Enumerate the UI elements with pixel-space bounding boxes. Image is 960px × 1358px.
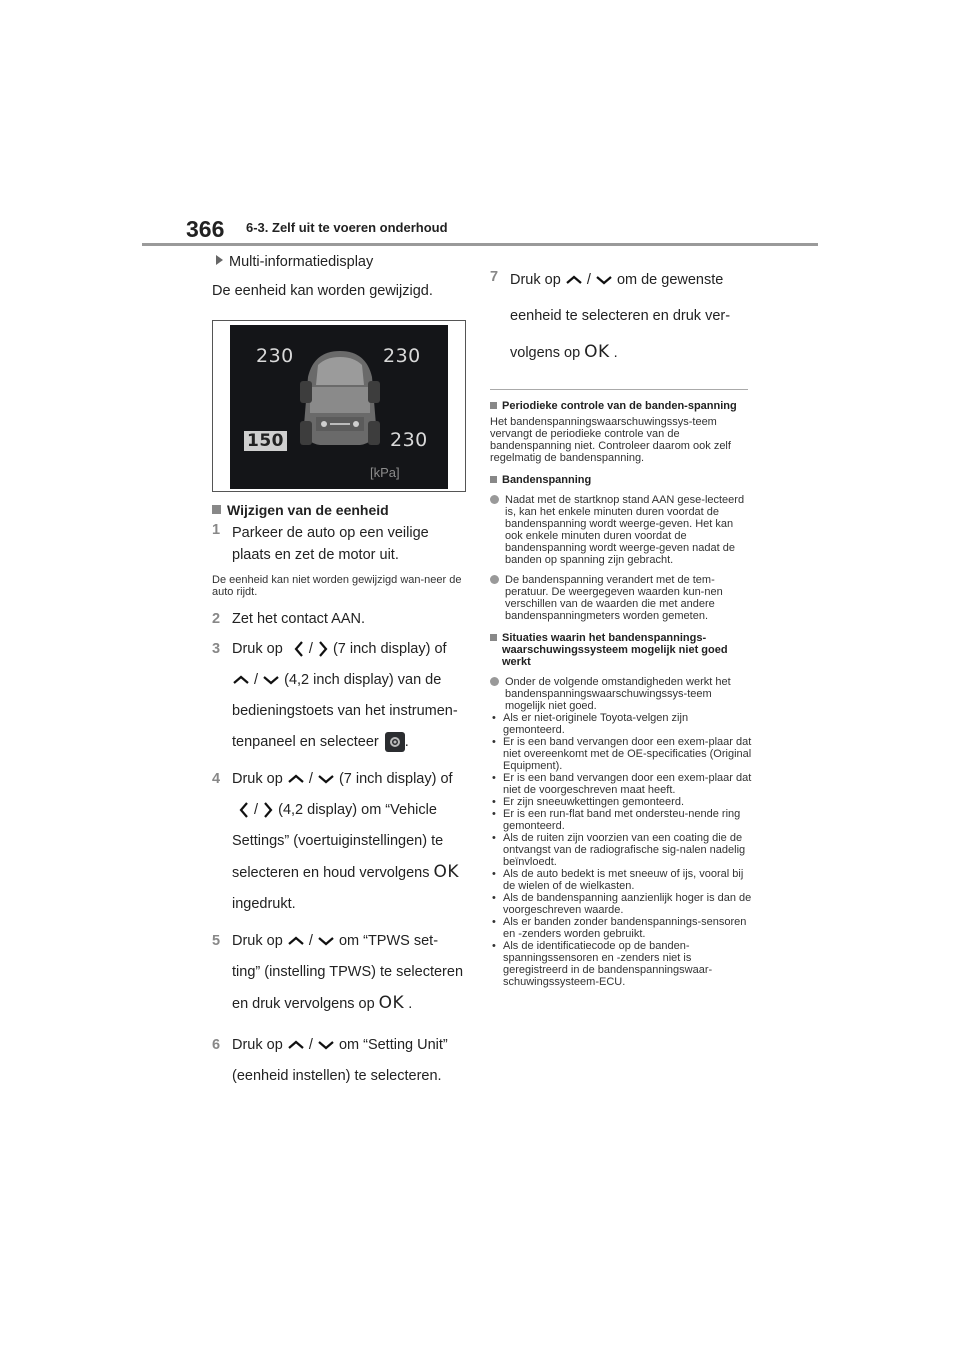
subheading-text: Periodieke controle van de banden-spanning [502, 400, 737, 412]
step-number: 6 [212, 1037, 221, 1053]
step-6 [212, 1030, 470, 1092]
step-3-line-2: (4,2 inch display) van de [284, 672, 442, 688]
step-6-mid: om “Setting Unit” [338, 1037, 448, 1053]
bullet-text: Als de ruiten zijn voorzien van een coating die de ontvangst van de radiografische sig-nalen nadelig beïnvloedt. [503, 832, 746, 868]
step-3-mid: (7 inch display) of [332, 641, 447, 657]
step-number: 3 [212, 641, 221, 657]
chevron-up-icon [287, 1039, 305, 1051]
left-column [212, 254, 470, 1092]
square-marker-icon [490, 402, 497, 409]
display-label-line [212, 254, 470, 270]
bullet-item [490, 736, 752, 772]
bullet-item [490, 868, 752, 892]
bullet-mark: • [492, 916, 496, 928]
step-3-line-4: tenpaneel en selecteer [232, 734, 379, 750]
bullet-mark: • [492, 736, 496, 748]
right-column [490, 262, 752, 988]
chevron-right-icon [262, 801, 274, 819]
slash: / [308, 933, 313, 949]
step-3 [212, 634, 470, 758]
bullet-text: Er zijn sneeuwkettingen gemonteerd. [503, 796, 684, 808]
bullet-item [490, 832, 752, 868]
square-marker-icon [490, 476, 497, 483]
ok-button-icon: OK [433, 862, 460, 882]
section-heading [212, 502, 470, 518]
chevron-left-icon [293, 640, 305, 658]
step-4-mid: (7 inch display) of [338, 771, 453, 787]
step-7-pre: Druk op [510, 272, 561, 288]
period: . [408, 996, 413, 1012]
ok-button-icon: OK [378, 993, 405, 1013]
square-marker-icon [212, 505, 221, 514]
tire-front-right-value: 230 [383, 345, 421, 367]
bullet-dot-icon [490, 575, 499, 584]
periodic-check-text: Het bandenspanningswaarschuwingssys-teem vervangt de periodieke controle van de bandenspanning niet. Controleer daarom ook zelf regelmatig de bandenspanning. [490, 416, 731, 464]
chevron-up-icon [565, 274, 583, 286]
step-6-line-2: (eenheid instellen) te selecteren. [232, 1068, 442, 1084]
step-1-line-1: Parkeer de auto op een veilige [232, 525, 429, 541]
bullet-text: Als de auto bedekt is met sneeuw of ijs, vooral bij de wielen of de wielkasten. [503, 868, 744, 892]
slash: / [586, 272, 591, 288]
bullet-item [490, 712, 752, 736]
slash: / [254, 672, 259, 688]
list-item-text: De bandenspanning verandert met de tem-peratuur. De weergegeven waarden kun-nen verschillen van de waarden die met andere bandenspanningmeters worden gemeten. [505, 574, 723, 622]
step-4-line-3: Settings” (voertuiginstellingen) te [232, 833, 444, 849]
subheading-tire-pressure [490, 474, 752, 486]
chevron-up-icon [287, 935, 305, 947]
section-title: 6-3. Zelf uit te voeren onderhoud [246, 220, 448, 235]
step-4-line-5: ingedrukt. [232, 896, 296, 912]
display-label: Multi-informatiedisplay [229, 254, 374, 270]
bullet-text: Er is een band vervangen door een exem-plaar dat niet de voorgeschreven maat heeft. [503, 772, 752, 796]
step-7-line-3: volgens op [510, 345, 581, 361]
bullet-mark: • [492, 772, 496, 784]
list-item-text: Nadat met de startknop stand AAN gese-lecteerd is, kan het enkele minuten duren voordat de bandenspanning wordt weerge-geven. Het kan ook enkele minuten duren voordat de bandenspanning wordt weerge-geven nadat de banden op spanning zijn gebracht. [505, 494, 745, 566]
chevron-right-icon [317, 640, 329, 658]
note-text: De eenheid kan niet worden gewijzigd wan-neer de auto rijdt. [212, 574, 462, 598]
step-4-line-2: (4,2 display) om “Vehicle [278, 802, 437, 818]
chevron-up-icon [287, 773, 305, 785]
bullet-item [490, 892, 752, 916]
list-item [490, 574, 752, 622]
step-4-line-4: selecteren en houd vervolgens [232, 865, 430, 881]
bullet-item [490, 772, 752, 796]
intro-text: De eenheid kan worden gewijzigd. [212, 283, 433, 299]
step-1-line-2: plaats en zet de motor uit. [232, 547, 399, 563]
tire-pressure-figure [212, 320, 466, 492]
period: . [613, 345, 618, 361]
bullet-text: Als de bandenspanning aanzienlijk hoger is dan de voorgeschreven waarde. [503, 892, 752, 916]
bullet-mark: • [492, 808, 496, 820]
period: . [404, 734, 409, 750]
bullet-mark: • [492, 892, 496, 904]
step-3-line-3: bedieningstoets van het instrumen- [232, 703, 458, 719]
chevron-down-icon [317, 935, 335, 947]
bullet-mark: • [492, 796, 496, 808]
heading-text: Wijzigen van de eenheid [227, 502, 389, 518]
settings-gear-icon [385, 732, 405, 752]
step-3-pre: Druk op [232, 641, 283, 657]
bullet-mark: • [492, 940, 496, 952]
slash: / [308, 771, 313, 787]
list-item-text: Onder de volgende omstandigheden werkt het bandenspanningswaarschuwingssys-teem mogelijk niet goed. [505, 676, 731, 712]
bullet-text: Er is een band vervangen door een exem-plaar dat niet overeenkomt met de OE-specificaties (Original Equipment). [503, 736, 752, 772]
step-4-pre: Druk op [232, 771, 283, 787]
bullet-item [490, 916, 752, 940]
step-5-pre: Druk op [232, 933, 283, 949]
step-number: 4 [212, 771, 221, 787]
bullet-mark: • [492, 868, 496, 880]
step-number: 2 [212, 611, 221, 627]
chevron-down-icon [595, 274, 613, 286]
step-1 [212, 522, 470, 566]
bullet-mark: • [492, 832, 496, 844]
step-4 [212, 764, 470, 920]
step-5 [212, 926, 470, 1020]
step-2 [212, 606, 470, 632]
step-number: 5 [212, 933, 221, 949]
list-item [490, 676, 752, 712]
slash: / [308, 641, 313, 657]
tire-front-left-value: 230 [256, 345, 294, 367]
subheading-situations [490, 632, 752, 668]
step-7-line-2: eenheid te selecteren en druk ver- [510, 308, 731, 324]
step-5-line-3: en druk vervolgens op [232, 996, 375, 1012]
bullet-text: Als er niet-originele Toyota-velgen zijn gemonteerd. [503, 712, 689, 736]
triangle-bullet-icon [216, 255, 223, 265]
bullet-mark: • [492, 712, 496, 724]
ok-button-icon: OK [584, 342, 610, 362]
subheading-text: Situaties waarin het bandenspannings-waarschuwingssysteem mogelijk niet goed werkt [502, 632, 728, 668]
bullet-dot-icon [490, 677, 499, 686]
step-6-pre: Druk op [232, 1037, 283, 1053]
slash: / [254, 802, 259, 818]
step-number: 1 [212, 522, 221, 538]
bullet-list [490, 712, 752, 988]
bullet-text: Als de identificatiecode op de banden-spanningssensoren en -zenders niet is geregistreerd in de bandenspanningswaar-schuwingssysteem-ECU. [503, 940, 713, 988]
step-7 [490, 262, 752, 371]
step-5-mid: om “TPWS set- [338, 933, 439, 949]
bullet-text: Als er banden zonder bandenspannings-sensoren en -zenders worden gebruikt. [503, 916, 747, 940]
step-7-mid: om de gewenste [616, 272, 724, 288]
chevron-left-icon [238, 801, 250, 819]
chevron-down-icon [317, 1039, 335, 1051]
tire-rear-right-value: 230 [390, 429, 428, 451]
step-number: 7 [490, 269, 499, 285]
slash: / [308, 1037, 313, 1053]
step-5-line-2: ting” (instelling TPWS) te selecteren [232, 964, 464, 980]
header-rule [142, 243, 818, 246]
tire-rear-left-value: 150 [244, 431, 287, 451]
bullet-item [490, 940, 752, 988]
square-marker-icon [490, 634, 497, 641]
chevron-down-icon [317, 773, 335, 785]
pressure-unit: [kPa] [370, 465, 400, 480]
list-item [490, 494, 752, 566]
subheading-text: Bandenspanning [502, 474, 592, 486]
subheading-periodic-check [490, 400, 752, 412]
display-screen [230, 325, 448, 489]
bullet-item [490, 808, 752, 832]
chevron-up-icon [232, 674, 250, 686]
divider [490, 389, 748, 390]
bullet-dot-icon [490, 495, 499, 504]
bullet-text: Er is een run-flat band met ondersteu-nende ring gemonteerd. [503, 808, 741, 832]
bullet-item [490, 796, 752, 808]
step-2-text: Zet het contact AAN. [232, 611, 365, 627]
page-number: 366 [186, 216, 225, 242]
chevron-down-icon [262, 674, 280, 686]
